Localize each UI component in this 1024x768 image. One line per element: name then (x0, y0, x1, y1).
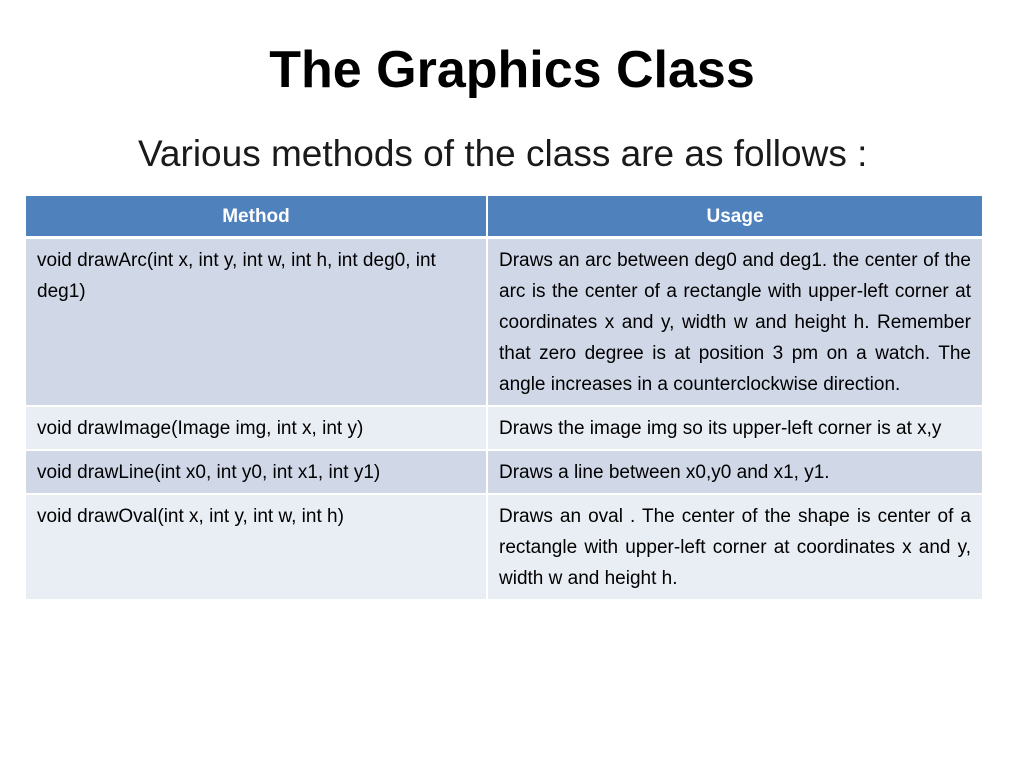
method-cell: void drawImage(Image img, int x, int y) (26, 406, 487, 450)
table-row (26, 238, 982, 407)
method-cell: void drawArc(int x, int y, int w, int h, int deg0, int deg1) (26, 238, 487, 407)
usage-cell: Draws an arc between deg0 and deg1. the center of the arc is the center of a rectangle with upper-left corner at coordinates x and y, width w and height h. Remember that zero degree is at position 3 pm on a watch. The angle increases in a counterclockwise direction. (487, 238, 982, 407)
table-row (26, 450, 982, 494)
table-row (26, 406, 982, 450)
header-usage: Usage (487, 196, 982, 238)
slide-title: The Graphics Class (269, 41, 755, 99)
usage-cell: Draws an oval . The center of the shape is center of a rectangle with upper-left corner at coordinates x and y, width w and height h. (487, 494, 982, 600)
method-cell: void drawOval(int x, int y, int w, int h) (26, 494, 487, 600)
methods-table (26, 196, 982, 601)
header-method: Method (26, 196, 487, 238)
method-cell: void drawLine(int x0, int y0, int x1, int y1) (26, 450, 487, 494)
slide-subtitle: Various methods of the class are as follows : (138, 133, 868, 174)
table-header-row (26, 196, 982, 238)
table-row (26, 494, 982, 600)
usage-cell: Draws a line between x0,y0 and x1, y1. (487, 450, 982, 494)
usage-cell: Draws the image img so its upper-left corner is at x,y (487, 406, 982, 450)
